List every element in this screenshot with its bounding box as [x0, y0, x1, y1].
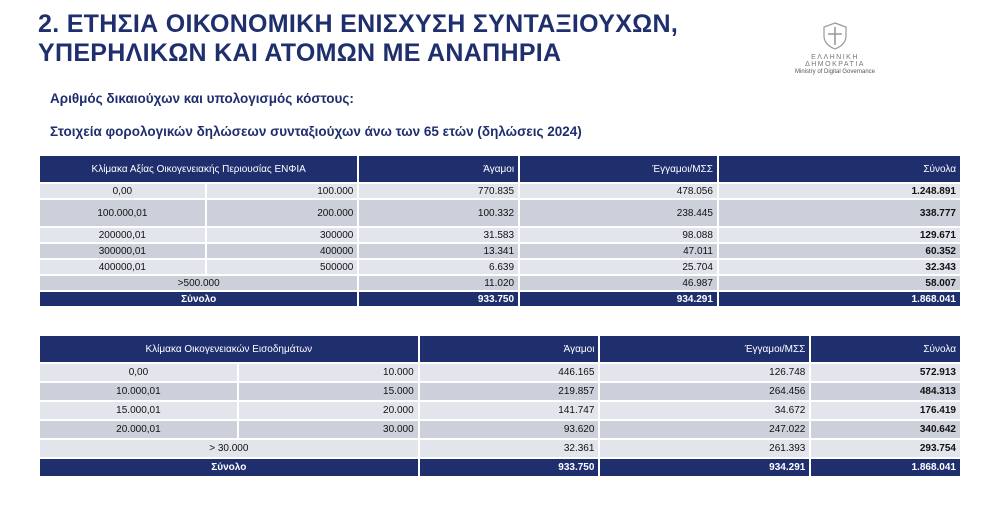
cell-from: 10.000,01: [40, 383, 237, 400]
cell-total: 60.352: [719, 244, 960, 258]
cell-from: 0,00: [40, 364, 237, 381]
cell-eggamoi: 264.456: [600, 383, 809, 400]
header-totals: Σύνολα: [719, 156, 960, 182]
table-row: [40, 276, 960, 290]
cell-to: 15.000: [239, 383, 418, 400]
cell-agamoi: 446.165: [420, 364, 599, 381]
cell-eggamoi: 34.672: [600, 402, 809, 419]
table-row: [40, 364, 960, 381]
header-eggamoi: Έγγαμοι/ΜΣΣ: [600, 336, 809, 362]
cell-eggamoi: 261.393: [600, 440, 809, 457]
cell-eggamoi: 247.022: [600, 421, 809, 438]
subtitle-beneficiaries: Αριθμός δικαιούχων και υπολογισμός κόστους:: [50, 91, 354, 106]
coat-of-arms-icon: [822, 22, 848, 50]
cell-to: 100.000: [207, 184, 358, 198]
cell-from: 400000,01: [40, 260, 205, 274]
table-row: [40, 440, 960, 457]
cell-eggamoi: 25.704: [520, 260, 717, 274]
cell-to: 500000: [207, 260, 358, 274]
total-agamoi: 933.750: [359, 292, 518, 306]
cell-agamoi: 100.332: [359, 200, 518, 226]
title-line-2: ΥΠΕΡΗΛΙΚΩΝ ΚΑΙ ΑΤΟΜΩΝ ΜΕ ΑΝΑΠΗΡΙΑ: [38, 39, 562, 67]
cell-to: 400000: [207, 244, 358, 258]
total-label: Σύνολο: [40, 292, 357, 306]
header-property-scale: Κλίμακα Αξίας Οικογενειακής Περιουσίας ΕΝΦΙΑ: [40, 156, 357, 182]
header-eggamoi: Έγγαμοι/ΜΣΣ: [520, 156, 717, 182]
cell-from: 20.000,01: [40, 421, 237, 438]
cell-total: 293.754: [811, 440, 960, 457]
table-total-row: [40, 459, 960, 476]
cell-total: 176.419: [811, 402, 960, 419]
cell-to: 300000: [207, 228, 358, 242]
cell-to: 200.000: [207, 200, 358, 226]
table-row: [40, 244, 960, 258]
cell-agamoi: 141.747: [420, 402, 599, 419]
total-agamoi: 933.750: [420, 459, 599, 476]
table-total-row: [40, 292, 960, 306]
cell-total: 484.313: [811, 383, 960, 400]
ministry-logo: [780, 22, 890, 75]
cell-eggamoi: 238.445: [520, 200, 717, 226]
cell-eggamoi: 126.748: [600, 364, 809, 381]
cell-from: >500.000: [40, 276, 357, 290]
property-scale-table: [38, 154, 962, 308]
cell-total: 1.248.891: [719, 184, 960, 198]
table-header-row: [40, 156, 960, 182]
total-label: Σύνολο: [40, 459, 418, 476]
header-totals: Σύνολα: [811, 336, 960, 362]
cell-agamoi: 219.857: [420, 383, 599, 400]
page-title: [38, 10, 678, 68]
cell-agamoi: 93.620: [420, 421, 599, 438]
table-row: [40, 184, 960, 198]
title-line-1: 2. ΕΤΗΣΙΑ ΟΙΚΟΝΟΜΙΚΗ ΕΝΙΣΧΥΣΗ ΣΥΝΤΑΞΙΟΥΧΩΝ,: [38, 10, 679, 38]
cell-total: 32.343: [719, 260, 960, 274]
header-agamoi: Άγαμοι: [420, 336, 599, 362]
cell-eggamoi: 47.011: [520, 244, 717, 258]
table-header-row: [40, 336, 960, 362]
cell-to: 30.000: [239, 421, 418, 438]
table-row: [40, 260, 960, 274]
cell-total: 572.913: [811, 364, 960, 381]
cell-agamoi: 32.361: [420, 440, 599, 457]
cell-agamoi: 13.341: [359, 244, 518, 258]
cell-eggamoi: 98.088: [520, 228, 717, 242]
cell-from: 0,00: [40, 184, 205, 198]
table-row: [40, 402, 960, 419]
cell-eggamoi: 46.987: [520, 276, 717, 290]
header-income-scale: Κλίμακα Οικογενειακών Εισοδημάτων: [40, 336, 418, 362]
cell-from: 300000,01: [40, 244, 205, 258]
cell-from: 200000,01: [40, 228, 205, 242]
cell-agamoi: 770.835: [359, 184, 518, 198]
cell-from: > 30.000: [40, 440, 418, 457]
cell-total: 338.777: [719, 200, 960, 226]
cell-total: 129.671: [719, 228, 960, 242]
total-sum: 1.868.041: [719, 292, 960, 306]
total-eggamoi: 934.291: [600, 459, 809, 476]
cell-total: 340.642: [811, 421, 960, 438]
cell-eggamoi: 478.056: [520, 184, 717, 198]
cell-from: 100.000,01: [40, 200, 205, 226]
total-eggamoi: 934.291: [520, 292, 717, 306]
income-scale-table: [38, 334, 962, 478]
cell-to: 10.000: [239, 364, 418, 381]
cell-from: 15.000,01: [40, 402, 237, 419]
table-row: [40, 228, 960, 242]
header-agamoi: Άγαμοι: [359, 156, 518, 182]
table-row: [40, 383, 960, 400]
cell-to: 20.000: [239, 402, 418, 419]
cell-agamoi: 6.639: [359, 260, 518, 274]
cell-agamoi: 11.020: [359, 276, 518, 290]
logo-line-1: ΕΛΛΗΝΙΚΗ ΔΗΜΟΚΡΑΤΙΑ: [805, 54, 865, 68]
total-sum: 1.868.041: [811, 459, 960, 476]
logo-line-2: Ministry of Digital Governance: [794, 69, 876, 75]
cell-agamoi: 31.583: [359, 228, 518, 242]
table-row: [40, 421, 960, 438]
table-row: [40, 200, 960, 226]
cell-total: 58.007: [719, 276, 960, 290]
subtitle-tax-data: Στοιχεία φορολογικών δηλώσεων συνταξιούχων άνω των 65 ετών (δηλώσεις 2024): [50, 124, 582, 139]
